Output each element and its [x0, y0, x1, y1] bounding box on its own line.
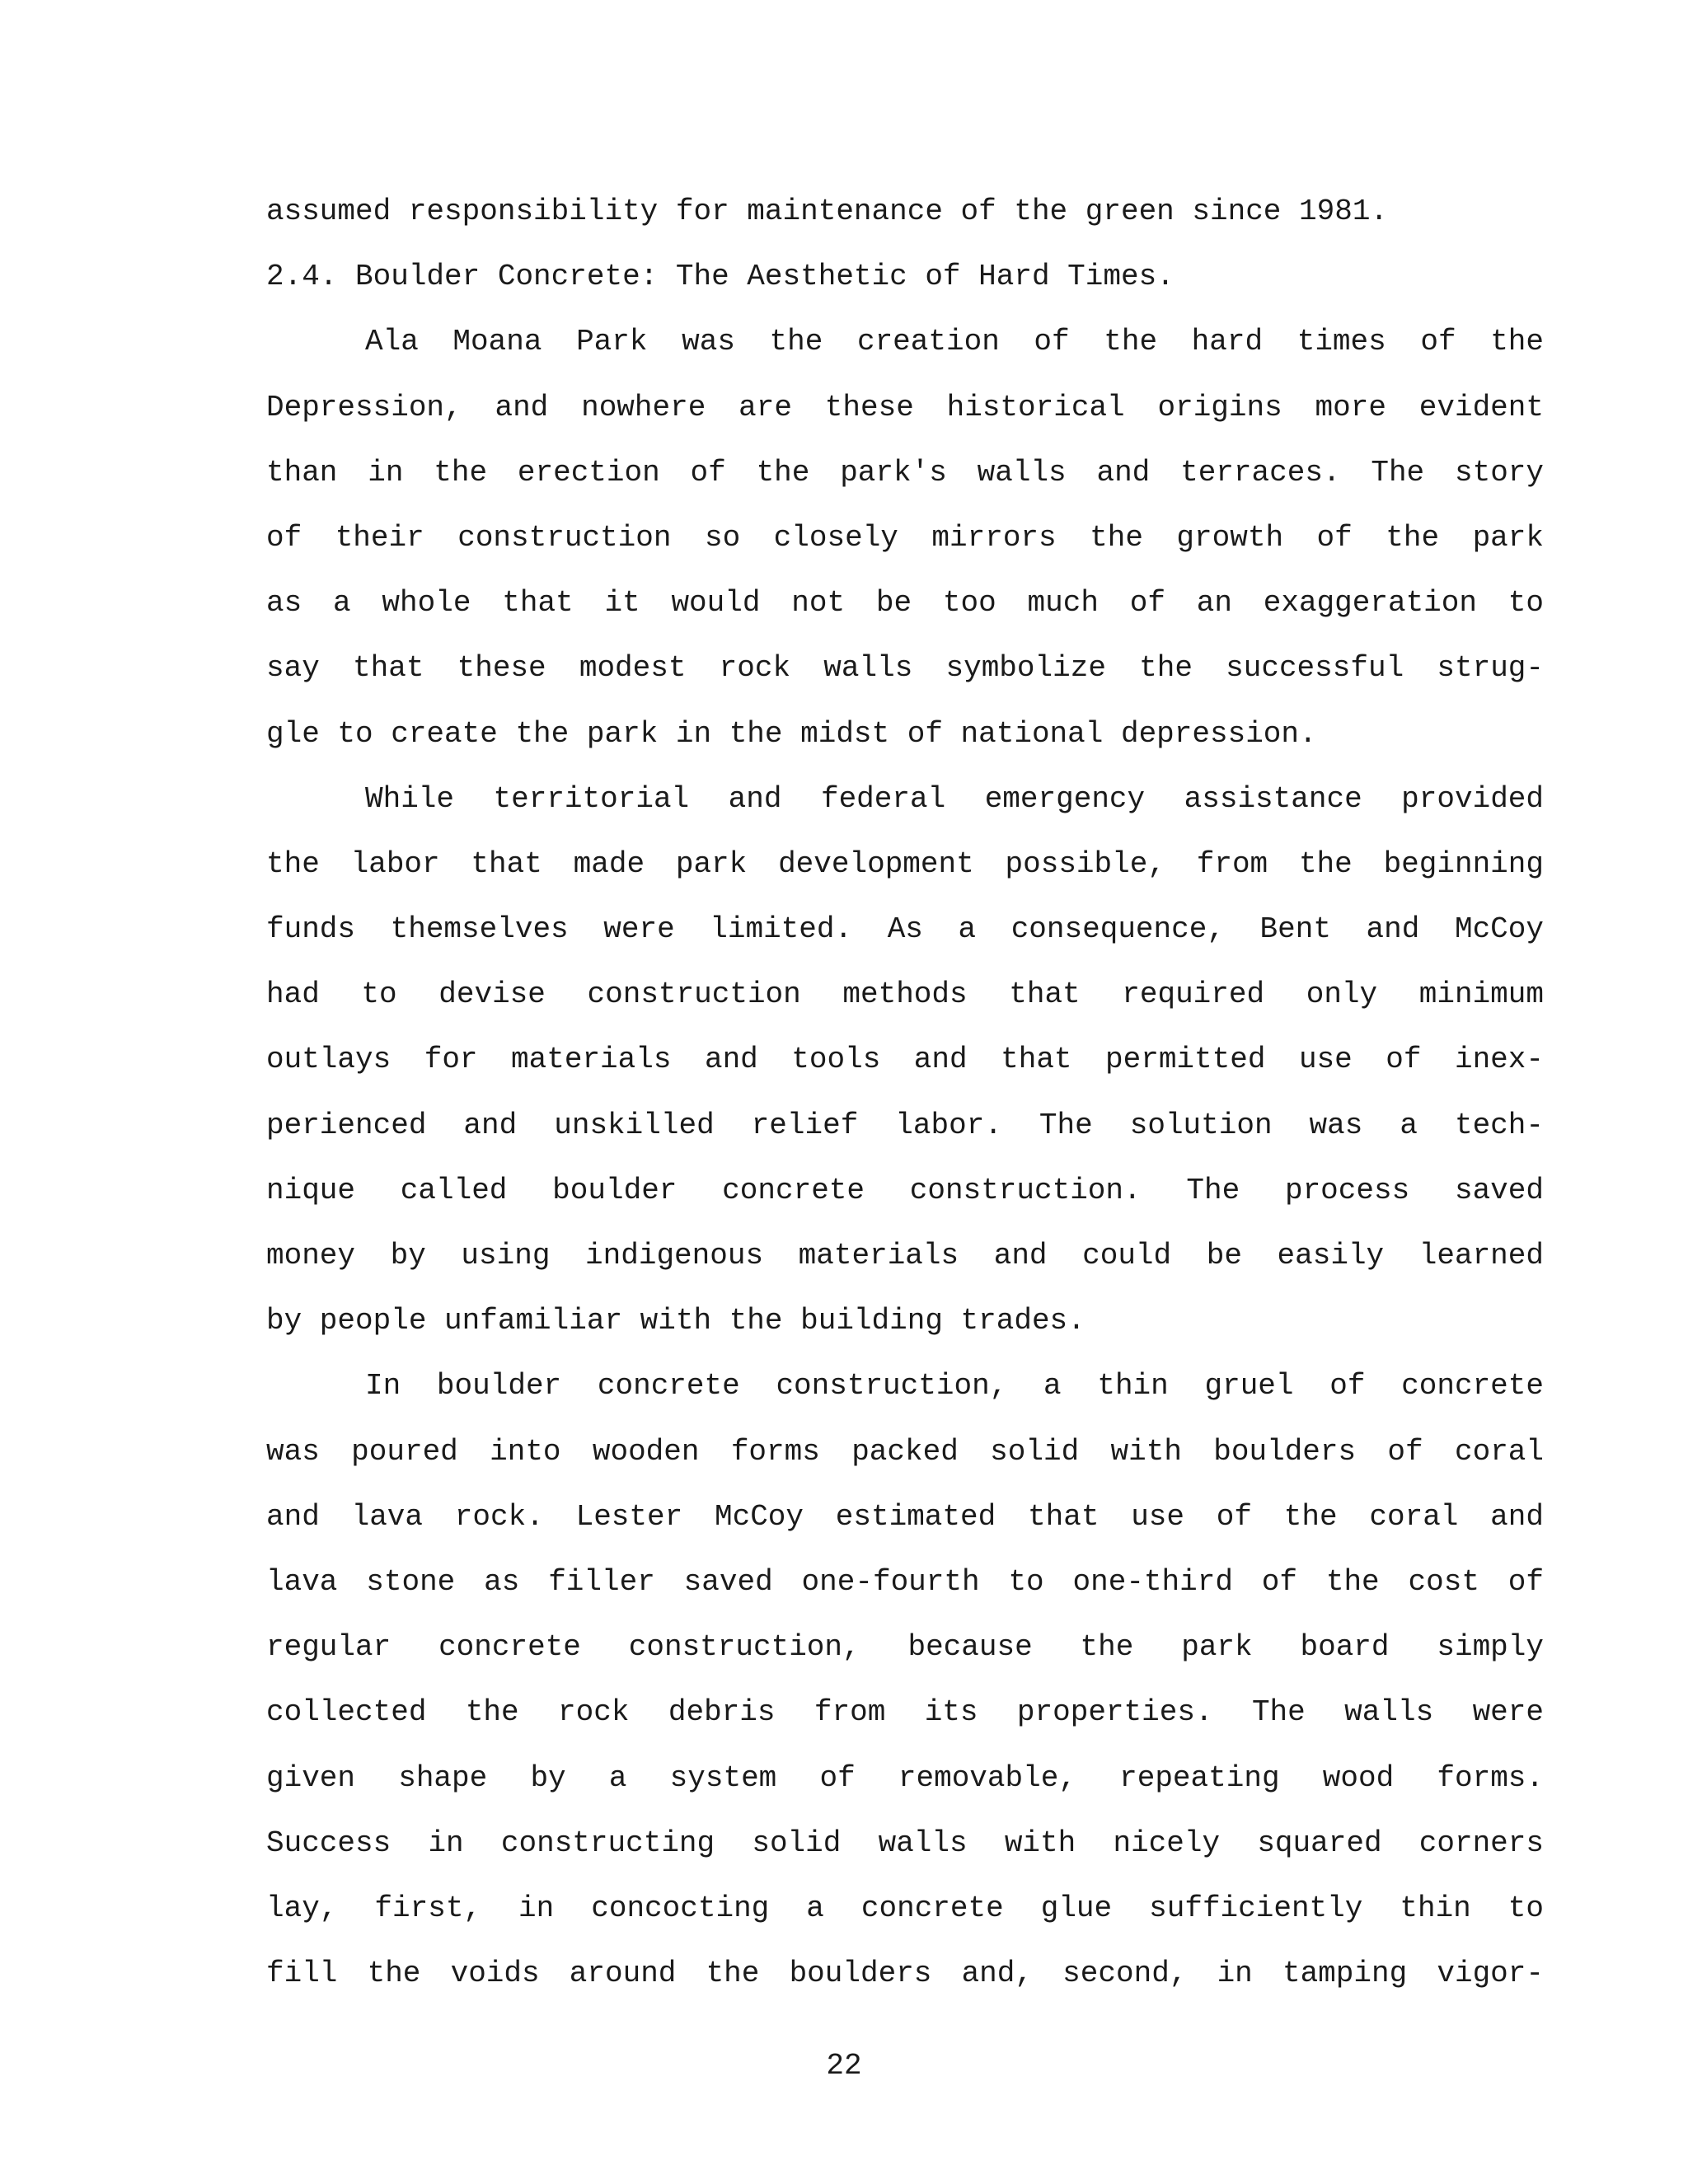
- text-line: While territorial and federal emergency assistance provided: [365, 781, 1544, 816]
- text-line: collected the rock debris from its properties. The walls were: [266, 1695, 1544, 1730]
- text-line: lay, first, in concocting a concrete glue sufficiently thin to: [266, 1891, 1544, 1925]
- text-line: Depression, and nowhere are these historical origins more evident: [266, 390, 1544, 424]
- text-line: money by using indigenous materials and could be easily learned: [266, 1239, 1544, 1272]
- text-line: lava stone as filler saved one-fourth to one-third of the cost of: [266, 1564, 1544, 1599]
- text-line: fill the voids around the boulders and, second, in tamping vigor-: [266, 1957, 1544, 1991]
- text-line: gle to create the park in the midst of national depression.: [266, 716, 1317, 751]
- body-text: [266, 185, 1544, 2013]
- text-line: regular concrete construction, because the park board simply: [266, 1630, 1544, 1665]
- text-line: of their construction so closely mirrors the growth of the park: [266, 520, 1544, 555]
- text-line: as a whole that it would not be too much of an exaggeration to: [266, 586, 1544, 621]
- text-line: the labor that made park development possible, from the beginning: [266, 846, 1544, 881]
- text-line: Success in constructing solid walls with nicely squared corners: [266, 1825, 1544, 1860]
- text-line: In boulder concrete construction, a thin gruel of concrete: [365, 1369, 1544, 1404]
- text-line: Ala Moana Park was the creation of the hard times of the: [365, 325, 1544, 359]
- text-line: say that these modest rock walls symbolize the successful strug-: [266, 651, 1544, 686]
- page-number: 22: [826, 2049, 862, 2083]
- text-line: outlays for materials and tools and that permitted use of inex-: [266, 1043, 1544, 1077]
- text-line: was poured into wooden forms packed solid with boulders of coral: [266, 1434, 1544, 1469]
- text-line: had to devise construction methods that required only minimum: [266, 977, 1544, 1012]
- section-heading: 2.4. Boulder Concrete: The Aesthetic of Hard Times.: [266, 260, 1175, 294]
- text-line: and lava rock. Lester McCoy estimated that use of the coral and: [266, 1499, 1544, 1534]
- text-line: given shape by a system of removable, repeating wood forms.: [266, 1760, 1544, 1795]
- text-line: nique called boulder concrete construction. The process saved: [266, 1173, 1544, 1207]
- text-line: funds themselves were limited. As a consequence, Bent and McCoy: [266, 912, 1544, 947]
- text-line: than in the erection of the park's walls and terraces. The story: [266, 455, 1544, 490]
- text-line: assumed responsibility for maintenance of the green since 1981.: [266, 194, 1389, 228]
- text-line: perienced and unskilled relief labor. The solution was a tech-: [266, 1108, 1544, 1142]
- text-line: by people unfamiliar with the building trades.: [266, 1304, 1085, 1338]
